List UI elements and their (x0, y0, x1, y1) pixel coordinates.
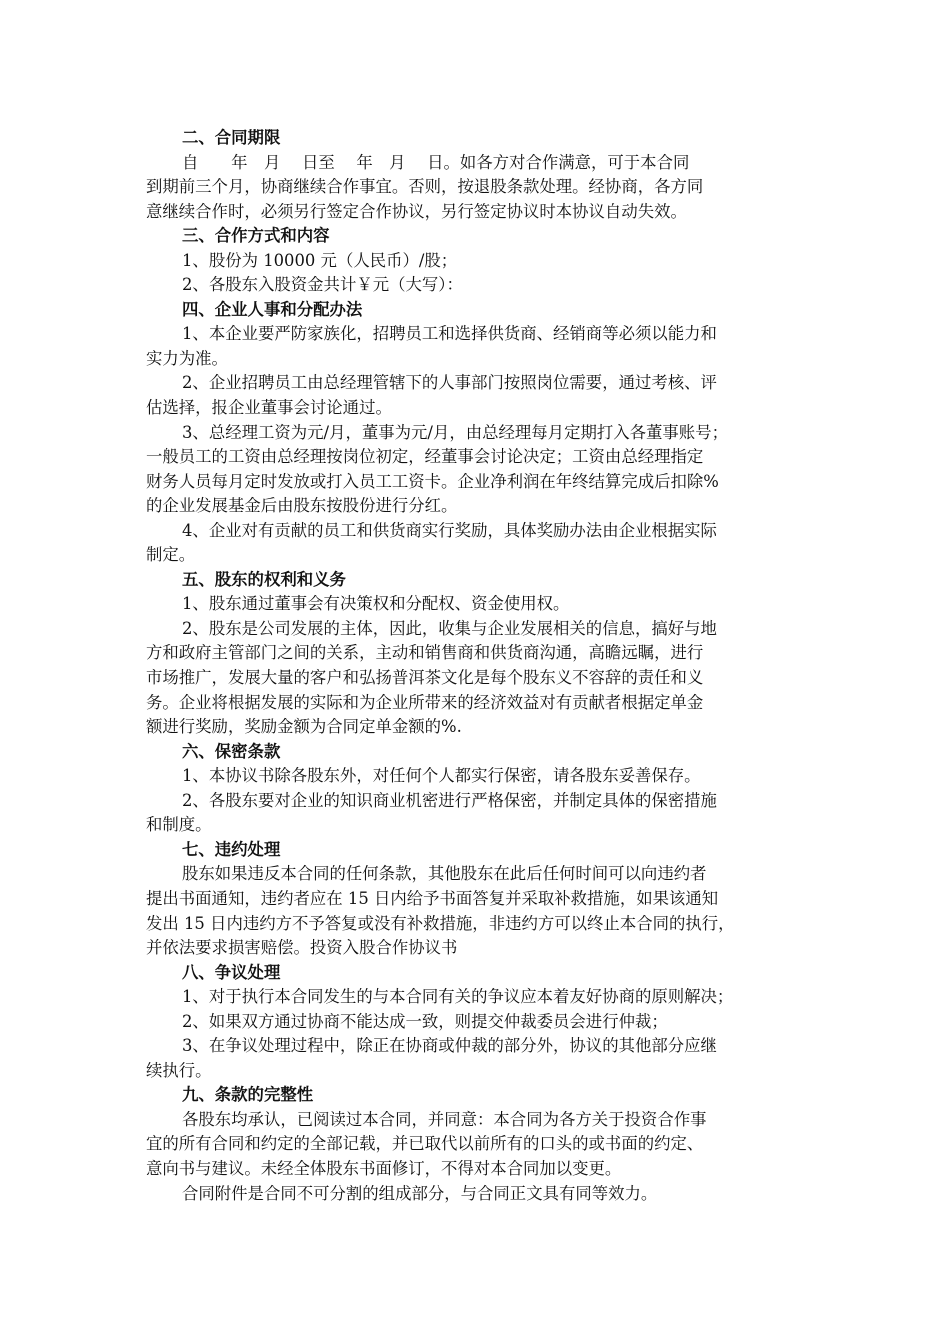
paragraph-line: 并依法要求损害赔偿。投资入股合作协议书 (146, 938, 458, 958)
paragraph-line: 发出 15 日内违约方不予答复或没有补救措施，非违约方可以终止本合同的执行， (146, 913, 735, 933)
paragraph-line: 的企业发展基金后由股东按股份进行分红。 (146, 496, 458, 516)
section-heading: 七、违约处理 (182, 839, 281, 859)
paragraph-line: 意继续合作时，必须另行签定合作协议，另行签定协议时本协议自动失效。 (146, 201, 687, 221)
paragraph-line: 2、股东是公司发展的主体，因此，收集与企业发展相关的信息，搞好与地 (182, 618, 717, 638)
section-heading: 九、条款的完整性 (182, 1085, 314, 1105)
paragraph-line: 各股东均承认，已阅读过本合同，并同意：本合同为各方关于投资合作事 (182, 1109, 707, 1129)
section-heading: 三、合作方式和内容 (182, 226, 330, 246)
paragraph-line: 1、对于执行本合同发生的与本合同有关的争议应本着友好协商的原则解决； (182, 987, 734, 1007)
document-body (146, 126, 816, 1206)
paragraph-line: 宜的所有合同和约定的全部记载，并已取代以前所有的口头的或书面的约定、 (146, 1134, 704, 1154)
paragraph-line: 市场推广，发展大量的客户和弘扬普洱茶文化是每个股东义不容辞的责任和义 (146, 668, 704, 688)
paragraph-line: 一般员工的工资由总经理按岗位初定，经董事会讨论决定；工资由总经理指定 (146, 447, 704, 467)
section-heading: 二、合同期限 (182, 128, 281, 147)
paragraph-line: 2、如果双方通过协商不能达成一致，则提交仲裁委员会进行仲裁； (182, 1011, 668, 1031)
paragraph-line: 实力为准。 (146, 348, 228, 368)
paragraph-line: 3、在争议处理过程中，除正在协商或仲裁的部分外，协议的其他部分应继 (182, 1036, 717, 1056)
paragraph-line: 2、各股东入股资金共计￥元（大写）： (182, 275, 463, 295)
paragraph-line: 制定。 (146, 545, 196, 565)
paragraph-line: 自 年 月 日至 年 月 日。如各方对合作满意，可于本合同 (182, 152, 690, 172)
section-heading: 八、争议处理 (182, 962, 281, 982)
paragraph-line: 2、企业招聘员工由总经理管辖下的人事部门按照岗位需要，通过考核、评 (182, 373, 717, 393)
paragraph-line: 4、企业对有贡献的员工和供货商实行奖励，具体奖励办法由企业根据实际 (182, 520, 717, 540)
paragraph-line: 财务人员每月定时发放或打入员工工资卡。企业净利润在年终结算完成后扣除% (146, 471, 719, 491)
paragraph-line: 意向书与建议。未经全体股东书面修订，不得对本合同加以变更。 (146, 1158, 622, 1178)
paragraph-line: 2、各股东要对企业的知识商业机密进行严格保密，并制定具体的保密措施 (182, 790, 717, 810)
paragraph-line: 1、股份为 10000 元（人民币）/股； (182, 250, 458, 270)
paragraph-line: 3、总经理工资为元/月，董事为元/月，由总经理每月定期打入各董事账号； (182, 422, 728, 442)
section-heading: 六、保密条款 (182, 741, 281, 761)
paragraph-line: 到期前三个月，协商继续合作事宜。否则，按退股条款处理。经协商，各方同 (146, 177, 704, 197)
paragraph-line: 股东如果违反本合同的任何条款，其他股东在此后任何时间可以向违约者 (182, 864, 707, 884)
paragraph-line: 方和政府主管部门之间的关系，主动和销售商和供货商沟通，高瞻远瞩，进行 (146, 643, 704, 663)
paragraph-line: 合同附件是合同不可分割的组成部分，与合同正文具有同等效力。 (182, 1183, 658, 1203)
paragraph-line: 1、股东通过董事会有决策权和分配权、资金使用权。 (182, 594, 570, 614)
paragraph-line: 1、本协议书除各股东外，对任何个人都实行保密，请各股东妥善保存。 (182, 766, 701, 786)
paragraph-line: 和制度。 (146, 815, 212, 835)
paragraph-line: 提出书面通知，违约者应在 15 日内给予书面答复并采取补救措施，如果该通知 (146, 888, 719, 908)
paragraph-line: 务。企业将根据发展的实际和为企业所带来的经济效益对有贡献者根据定单金 (146, 692, 704, 712)
paragraph-line: 额进行奖励，奖励金额为合同定单金额的%. (146, 717, 462, 737)
paragraph-line: 续执行。 (146, 1060, 212, 1080)
paragraph-line: 估选择，报企业董事会讨论通过。 (146, 398, 392, 418)
section-heading: 四、企业人事和分配办法 (182, 299, 363, 319)
paragraph-line: 1、本企业要严防家族化，招聘员工和选择供货商、经销商等必须以能力和 (182, 324, 717, 344)
section-heading: 五、股东的权利和义务 (182, 569, 346, 589)
